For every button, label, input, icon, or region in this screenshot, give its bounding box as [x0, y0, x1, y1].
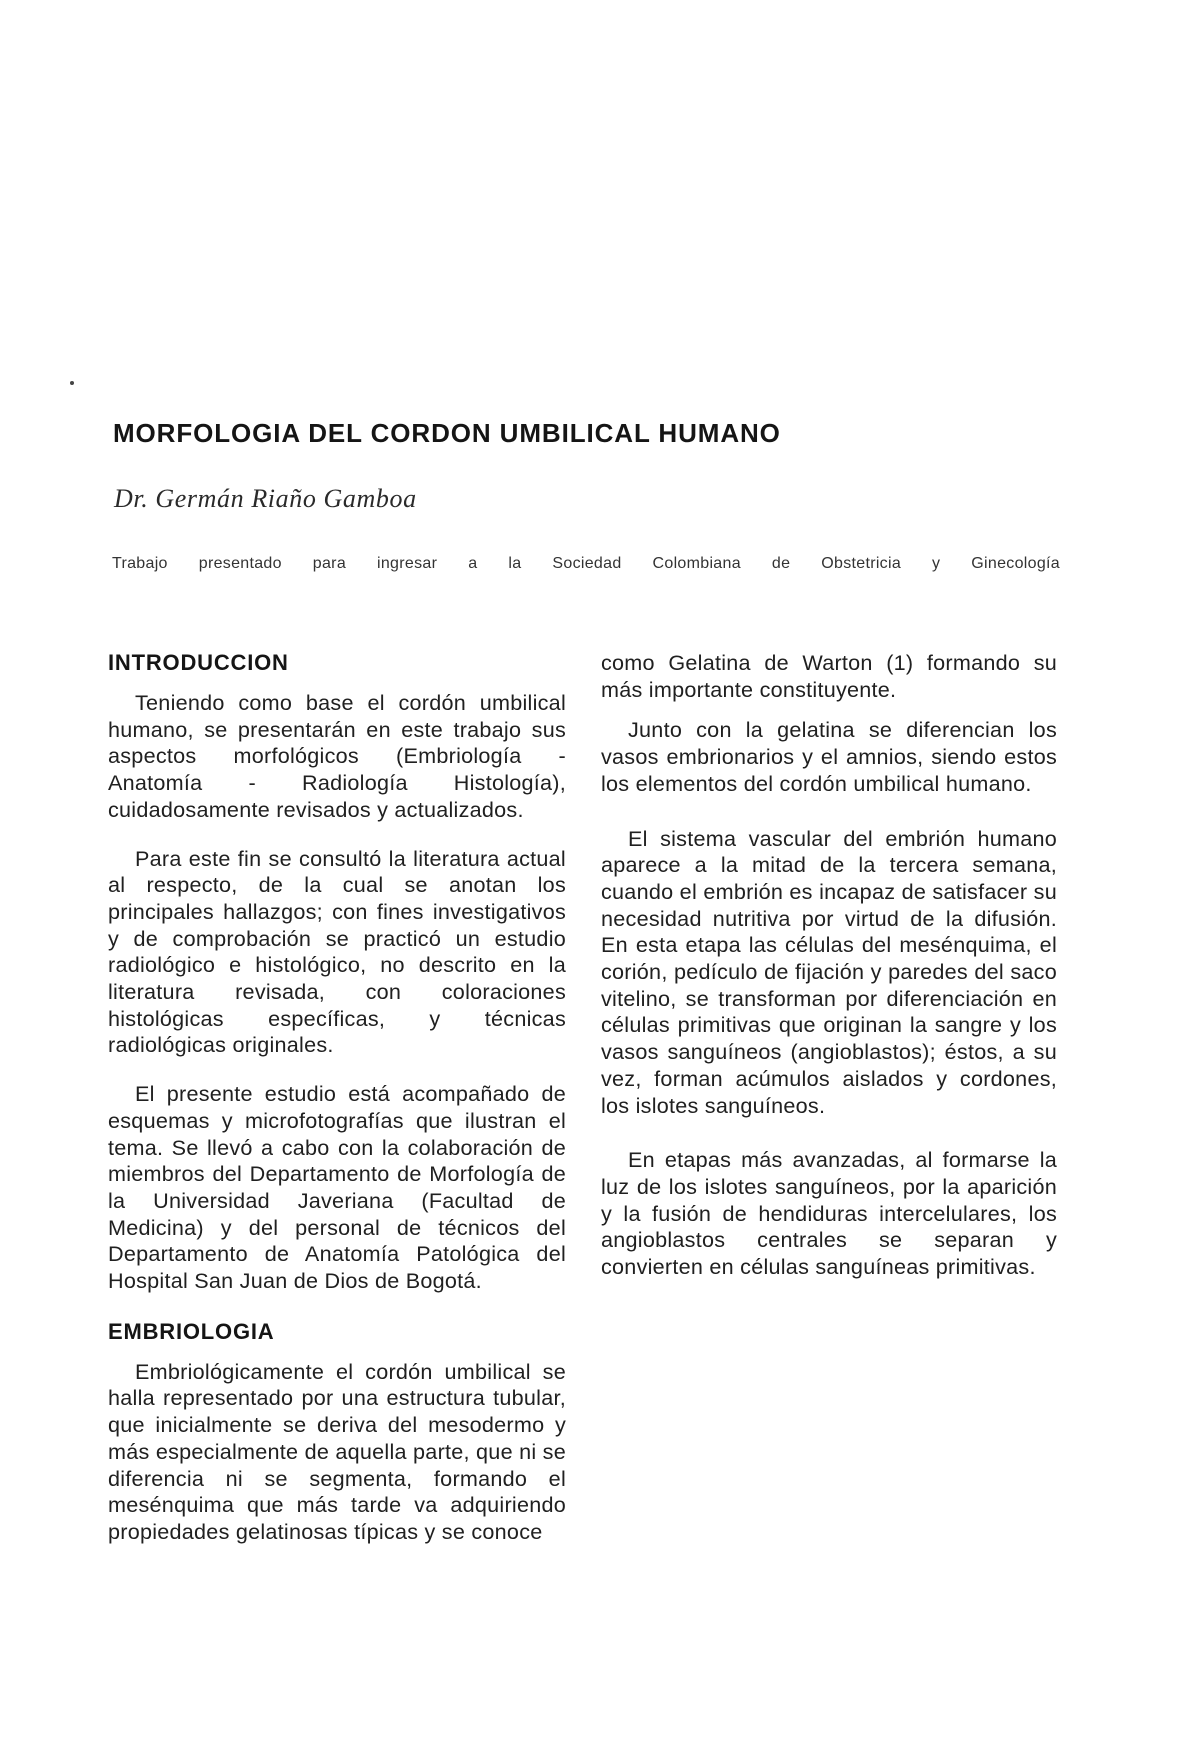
intro-paragraph-1: Teniendo como base el cordón umbilical humano, se presentarán en este trabajo sus aspectos morfológicos (Embriología - Anatomía - Radiología Histología), cuidadosamente revisados y actualizados.: [108, 690, 566, 822]
author-name: Dr. Germán Riaño Gamboa: [114, 484, 417, 513]
embriologia-paragraph-3: El sistema vascular del embrión humano aparece a la mitad de la tercera semana, cuando el embrión es incapaz de satisfacer su necesidad nutritiva por virtud de la difusión. En esta etapa las células del mesénquima, el corión, pedículo de fijación y paredes del saco vitelino, se transforman por diferenciación en células primitivas que originan la sangre y los vasos sanguíneos (angioblastos); éstos, a su vez, forman acúmulos aislados y cordones, los islotes sanguíneos.: [601, 825, 1057, 1118]
embriologia-paragraph-4: En etapas más avanzadas, al formarse la luz de los islotes sanguíneos, por la aparición y la fusión de hendiduras intercelulares, los angioblastos centrales se separan y convierten en células sanguíneas primitivas.: [601, 1147, 1057, 1280]
intro-paragraph-3: El presente estudio está acompañado de esquemas y microfotografías que ilustran el tema. Se llevó a cabo con la colaboración de miembros del Departamento de Morfología de la Universidad Javeriana (Facultad de Medicina) y del personal de técnicos del Departamento de Anatomía Patológica del Hospital San Juan de Dios de Bogotá.: [108, 1081, 566, 1294]
right-column: [601, 650, 1057, 1281]
embriologia-paragraph-2: Junto con la gelatina se diferencian los vasos embrionarios y el amnios, siendo estos los elementos del cordón umbilical humano.: [601, 717, 1057, 796]
presentation-note: Trabajo presentado para ingresar a la Sociedad Colombiana de Obstetricia y Ginecología: [112, 555, 1060, 572]
left-column: [108, 650, 566, 1546]
embriologia-paragraph-1-continued: como Gelatina de Warton (1) formando su más importante constituyente.: [601, 650, 1057, 702]
section-heading-embriologia: EMBRIOLOGIA: [108, 1318, 275, 1344]
intro-paragraph-2: Para este fin se consultó la literatura actual al respecto, de la cual se anotan los principales hallazgos; con fines investigativos y de comprobación se practicó un estudio radiológico e histológico, no descrito en la literatura revisada, con coloraciones histológicas específicas, y técnicas radiológicas originales.: [108, 845, 566, 1058]
scan-speck: [70, 381, 74, 385]
embriologia-paragraph-1: Embriológicamente el cordón umbilical se halla representado por una estructura tubular, que inicialmente se deriva del mesodermo y más especialmente de aquella parte, que ni se diferencia ni se segmenta, formando el mesénquima que más tarde va adquiriendo propiedades gelatinosas típicas y se conoce: [108, 1358, 566, 1544]
section-heading-introduccion: INTRODUCCION: [108, 650, 289, 675]
article-title: MORFOLOGIA DEL CORDON UMBILICAL HUMANO: [113, 418, 781, 448]
